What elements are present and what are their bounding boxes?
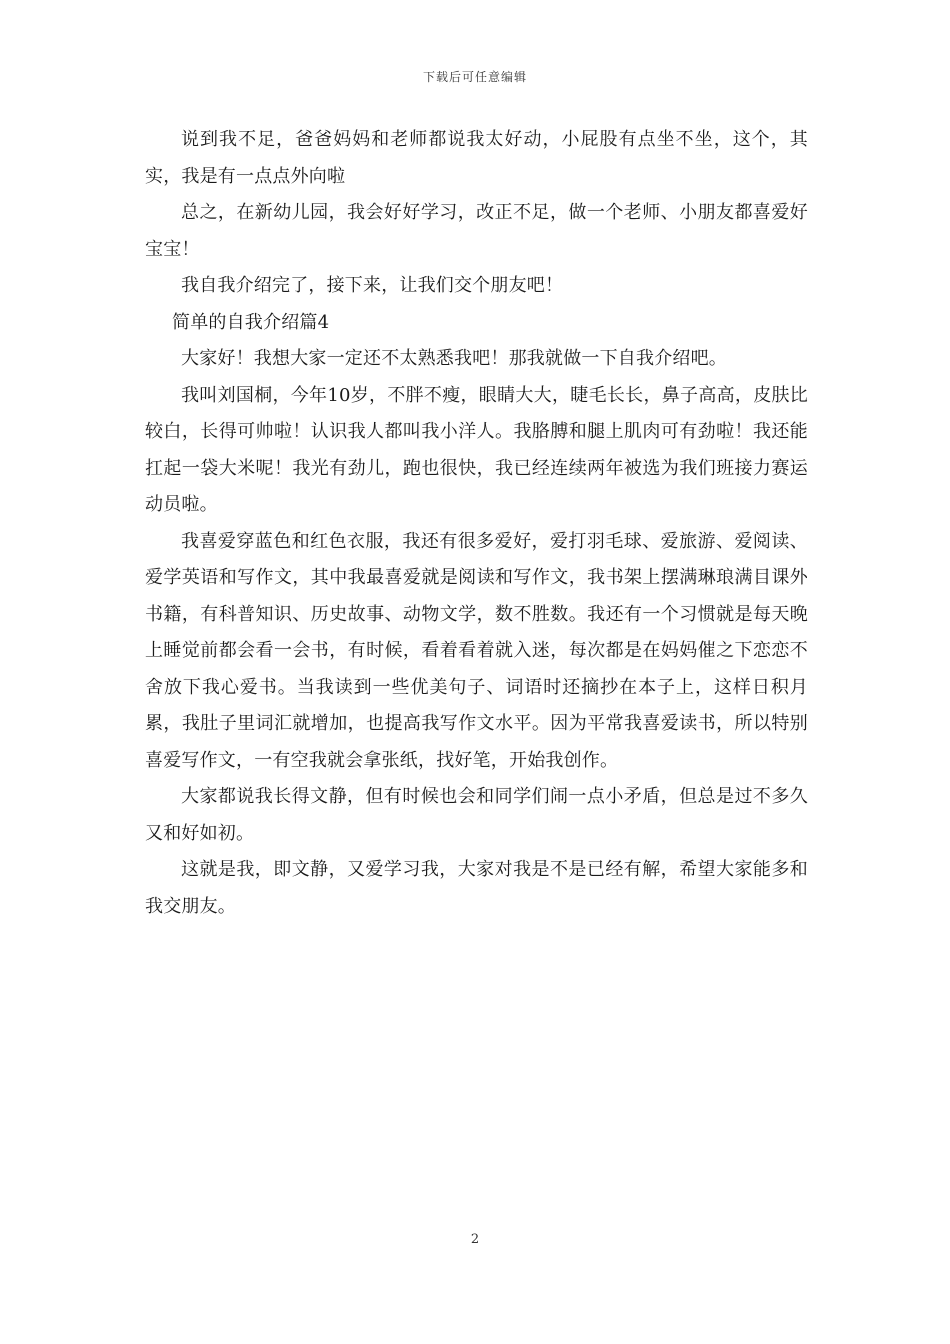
- paragraph-closing-friends: 我自我介绍完了，接下来，让我们交个朋友吧！: [181, 275, 564, 296]
- page-number: 2: [470, 1232, 480, 1247]
- paragraph-kindergarten-promise: 总之，在新幼儿园，我会好好学习，改正不足，做一个老师、小朋友都喜爱好宝宝！: [145, 202, 808, 260]
- paragraph-shortcomings: 说到我不足，爸爸妈妈和老师都说我太好动，小屁股有点坐不坐，这个，其实，我是有一点点外向啦: [145, 129, 808, 187]
- paragraph-conclusion: 这就是我，即文静，又爱学习我，大家对我是不是已经有解，希望大家能多和我交朋友。: [145, 859, 808, 917]
- paragraph-appearance: 我叫刘国桐，今年10岁，不胖不瘦，眼睛大大，睫毛长长，鼻子高高，皮肤比较白，长得可帅啦！认识我人都叫我小洋人。我胳膊和腿上肌肉可有劲啦！我还能扛起一袋大米呢！我光有劲儿，跑也很快，我已经连续两年被选为我们班接力赛运动员啦。: [145, 384, 808, 515]
- paragraph-classmates: 大家都说我长得文静，但有时候也会和同学们闹一点小矛盾，但总是过不多久又和好如初。: [145, 786, 808, 844]
- document-body: [145, 122, 808, 925]
- paragraph-hobbies: 我喜爱穿蓝色和红色衣服，我还有很多爱好，爱打羽毛球、爱旅游、爱阅读、爱学英语和写作文，其中我最喜爱就是阅读和写作文，我书架上摆满琳琅满目课外书籍，有科普知识、历史故事、动物文学，数不胜数。我还有一个习惯就是每天晚上睡觉前都会看一会书，有时候，看着看着就入迷，每次都是在妈妈催之下恋恋不舍放下我心爱书。当我读到一些优美句子、词语时还摘抄在本子上，这样日积月累，我肚子里词汇就增加，也提高我写作文水平。因为平常我喜爱读书，所以特别喜爱写作文，一有空我就会拿张纸，找好笔，开始我创作。: [145, 530, 808, 771]
- page-header-note: 下载后可任意编辑: [422, 70, 527, 84]
- paragraph-greeting: 大家好！我想大家一定还不太熟悉我吧！那我就做一下自我介绍吧。: [181, 348, 727, 369]
- section-heading: 简单的自我介绍篇4: [172, 311, 330, 333]
